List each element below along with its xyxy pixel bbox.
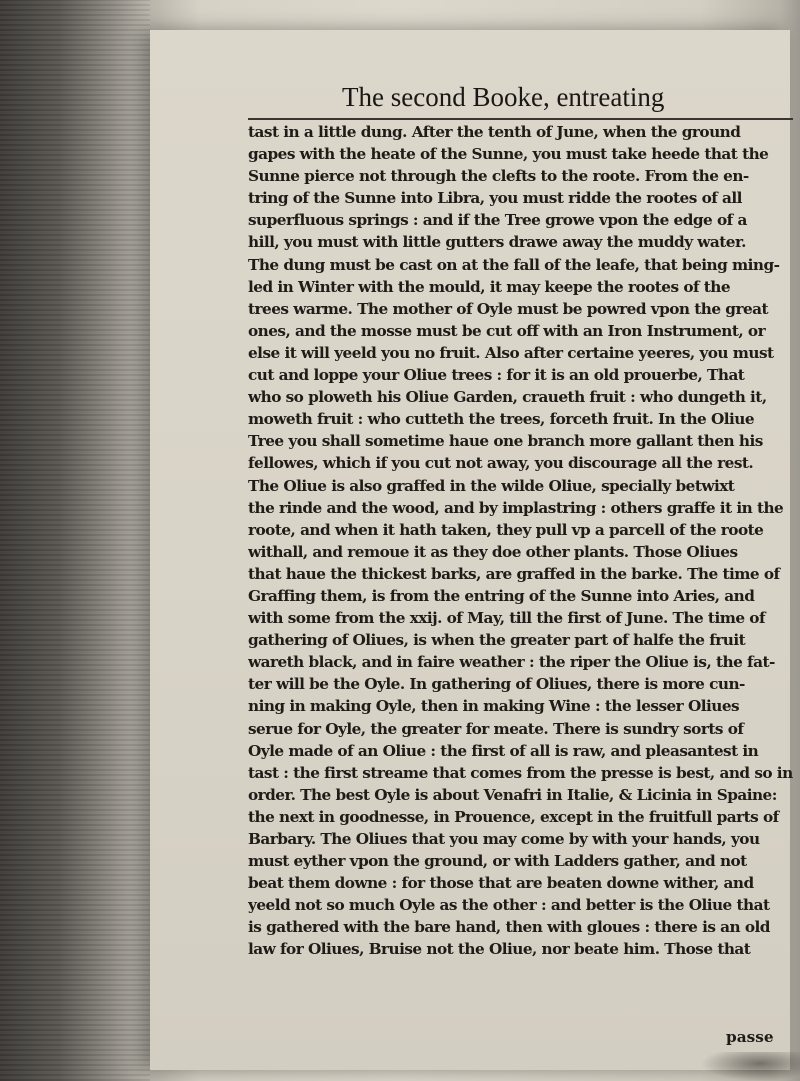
book-gutter [0,0,150,1081]
text-line: serue for Oyle, the greater for meate. There is sundry sorts of [248,719,744,738]
catchword: passe [726,1028,774,1046]
text-line: Oyle made of an Oliue : the first of all is raw, and pleasantest in [248,741,759,760]
text-line: moweth fruit : who cutteth the trees, forceth fruit. In the Oliue [248,410,755,429]
text-line: ning in making Oyle, then in making Wine : the lesser Oliues [248,697,740,716]
text-line: gapes with the heate of the Sunne, you must take heede that the [248,145,769,164]
header-rule [248,118,793,120]
running-header: The second Booke, entreating [342,82,665,112]
text-line: The dung must be cast on at the fall of the leafe, that being ming- [248,255,780,274]
text-line: Sunne pierce not through the clefts to the roote. From the en- [248,167,749,186]
text-line: is gathered with the bare hand, then with gloues : there is an old [248,918,770,937]
body-text [248,121,796,961]
text-line: tast in a little dung. After the tenth of June, when the ground [248,123,741,141]
text-line: ones, and the mosse must be cut off with an Iron Instrument, or [248,321,766,340]
text-line: the rinde and the wood, and by implastring : others graffe it in the [248,498,784,517]
text-line: Graffing them, is from the entring of the Sunne into Aries, and [248,586,755,605]
text-line: else it will yeeld you no fruit. Also after certaine yeeres, you must [248,343,774,362]
text-line: who so ploweth his Oliue Garden, craueth fruit : who dungeth it, [248,388,767,407]
text-line: roote, and when it hath taken, they pull vp a parcell of the roote [248,520,764,539]
text-line: withall, and remoue it as they doe other plants. Those Oliues [248,542,738,561]
text-line: must eyther vpon the ground, or with Ladders gather, and not [248,852,747,871]
text-line: trees warme. The mother of Oyle must be powred vpon the great [248,299,769,318]
text-line: The Oliue is also graffed in the wilde Oliue, specially betwixt [248,476,735,495]
text-line: Tree you shall sometime haue one branch more gallant then his [248,432,763,451]
text-line: beat them downe : for those that are beaten downe wither, and [248,874,754,893]
text-line: cut and loppe your Oliue trees : for it is an old prouerbe, That [248,366,745,385]
text-line: that haue the thickest barks, are graffed in the barke. The time of [248,564,780,583]
text-line: with some from the xxij. of May, till the first of June. The time of [248,609,765,628]
page-smudge [700,1052,800,1081]
text-line: led in Winter with the mould, it may keepe the rootes of the [248,277,731,296]
text-line: law for Oliues, Bruise not the Oliue, nor beate him. Those that [248,940,751,959]
text-line: tast : the first streame that comes from the presse is best, and so in [248,763,793,782]
text-line: superfluous springs : and if the Tree growe vpon the edge of a [248,211,747,230]
text-line: hill, you must with little gutters drawe away the muddy water. [248,233,746,252]
text-line: fellowes, which if you cut not away, you discourage all the rest. [248,454,754,473]
text-line: yeeld not so much Oyle as the other : and better is the Oliue that [248,896,770,915]
text-line: gathering of Oliues, is when the greater part of halfe the fruit [248,631,746,650]
text-line: wareth black, and in faire weather : the riper the Oliue is, the fat- [248,653,775,672]
text-line: the next in goodnesse, in Prouence, except in the fruitfull parts of [248,807,779,826]
text-line: tring of the Sunne into Libra, you must ridde the rootes of all [248,189,742,208]
text-line: order. The best Oyle is about Venafri in Italie, & Licinia in Spaine: [248,785,777,804]
text-line: ter will be the Oyle. In gathering of Oliues, there is more cun- [248,675,745,694]
text-line: Barbary. The Oliues that you may come by with your hands, you [248,830,760,848]
